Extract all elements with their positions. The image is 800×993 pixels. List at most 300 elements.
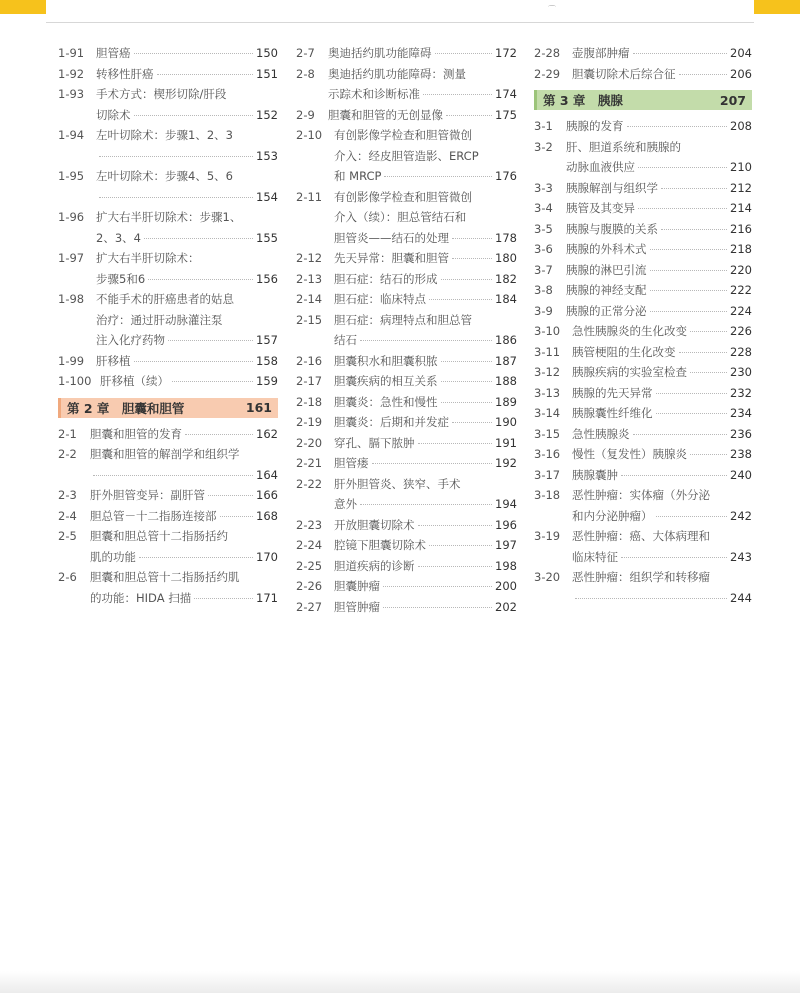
entry-title-text: 胰腺的淋巴引流 bbox=[566, 262, 647, 277]
dot-leader bbox=[638, 208, 727, 209]
dot-leader bbox=[446, 115, 492, 116]
toc-entry[interactable] bbox=[296, 269, 517, 290]
entry-line bbox=[566, 301, 752, 322]
entry-line bbox=[334, 556, 517, 577]
page-number: 170 bbox=[256, 549, 278, 564]
entry-number: 3-2 bbox=[534, 139, 553, 154]
entry-line bbox=[334, 330, 517, 351]
page-number: 166 bbox=[256, 488, 278, 502]
toc-entry[interactable] bbox=[534, 342, 752, 363]
entry-title-text: 急性胰腺炎的生化改变 bbox=[572, 324, 687, 338]
entry-line bbox=[334, 371, 517, 392]
corner-tab-left bbox=[0, 0, 46, 14]
page-number: 192 bbox=[495, 456, 517, 470]
toc-entry[interactable] bbox=[534, 321, 752, 342]
entry-title-text: 的功能：HIDA 扫描 bbox=[90, 590, 192, 605]
dot-leader bbox=[441, 402, 493, 403]
entry-title-text: 奥迪括约肌功能障碍 bbox=[328, 46, 432, 60]
dot-leader bbox=[650, 249, 728, 250]
page-number: 186 bbox=[495, 333, 517, 347]
entry-line bbox=[96, 330, 278, 351]
entry-number: 1-95 bbox=[58, 169, 85, 183]
dot-leader bbox=[99, 197, 253, 198]
entry-line bbox=[96, 43, 278, 64]
entry-line bbox=[572, 403, 752, 424]
entry-number: 2-17 bbox=[296, 374, 323, 388]
toc-entry[interactable] bbox=[296, 535, 517, 556]
page-number: 224 bbox=[730, 303, 752, 318]
toc-entry[interactable] bbox=[534, 198, 752, 219]
toc-entry[interactable] bbox=[296, 392, 517, 413]
toc-entry[interactable] bbox=[534, 403, 752, 424]
entry-line bbox=[566, 137, 752, 158]
entry-line bbox=[334, 412, 517, 433]
toc-entry[interactable] bbox=[534, 137, 752, 178]
entry-title-text: 切除术 bbox=[96, 107, 131, 122]
entry-title-text: 胆囊和胆管的解剖学和组织学 bbox=[90, 447, 240, 461]
entry-number: 2-18 bbox=[296, 394, 323, 409]
entry-title-text: 胰腺的正常分泌 bbox=[566, 303, 647, 318]
entry-line bbox=[572, 321, 752, 342]
page-number: 242 bbox=[730, 508, 752, 523]
entry-number: 3-4 bbox=[534, 201, 553, 215]
dot-leader bbox=[656, 393, 728, 394]
page-number: 202 bbox=[495, 599, 517, 614]
toc-entry[interactable] bbox=[534, 64, 752, 85]
page-number: 154 bbox=[256, 189, 278, 204]
dot-leader bbox=[157, 74, 254, 75]
entry-title-text: 扩大右半肝切除术：步骤1、 bbox=[96, 210, 242, 224]
entry-title-text: 肝外胆管变异：副肝管 bbox=[90, 488, 205, 502]
dot-leader bbox=[383, 586, 492, 587]
page-number: 152 bbox=[256, 107, 278, 122]
toc-entry[interactable] bbox=[58, 64, 278, 85]
entry-number: 3-11 bbox=[534, 344, 561, 359]
toc-entry[interactable] bbox=[296, 187, 517, 249]
entry-title-text: 胆囊和胆管的发育 bbox=[90, 426, 182, 441]
page-number: 189 bbox=[495, 394, 517, 409]
dot-leader bbox=[429, 299, 492, 300]
entry-line bbox=[90, 567, 278, 588]
dot-leader bbox=[452, 258, 492, 259]
entry-line bbox=[96, 310, 278, 331]
entry-title-text: 胰腺疾病的实验室检查 bbox=[572, 365, 687, 379]
toc-column-2 bbox=[296, 43, 517, 617]
entry-number: 3-10 bbox=[534, 324, 561, 338]
toc-entry[interactable] bbox=[534, 43, 752, 64]
toc-entry[interactable] bbox=[534, 485, 752, 526]
dot-leader bbox=[650, 290, 728, 291]
entry-line bbox=[328, 43, 517, 64]
dot-leader bbox=[185, 434, 253, 435]
toc-entry[interactable] bbox=[58, 485, 278, 506]
entry-line bbox=[334, 228, 517, 249]
page-number: 206 bbox=[730, 66, 752, 81]
entry-title-text: 壶腹部肿瘤 bbox=[572, 46, 630, 60]
toc-entry[interactable] bbox=[58, 207, 278, 248]
dot-leader bbox=[690, 331, 727, 332]
page-number: 162 bbox=[256, 426, 278, 441]
entry-number: 3-19 bbox=[534, 529, 561, 543]
page-number: 210 bbox=[730, 160, 752, 174]
entry-title-text: 介入：经皮胆管造影、ERCP bbox=[334, 148, 479, 163]
page-number: 243 bbox=[730, 549, 752, 564]
entry-line bbox=[96, 351, 278, 372]
page-number: 244 bbox=[730, 590, 752, 605]
page-bottom-shadow bbox=[0, 971, 800, 993]
entry-line bbox=[334, 269, 517, 290]
entry-title-text: 奥迪括约肌功能障碍：测量 bbox=[328, 66, 466, 81]
toc-entry[interactable] bbox=[296, 453, 517, 474]
entry-number: 2-7 bbox=[296, 46, 315, 60]
entry-title-text: 胆囊疾病的相互关系 bbox=[334, 374, 438, 388]
entry-title-text: 胆总管－十二指肠连接部 bbox=[90, 508, 217, 523]
page-number: 197 bbox=[495, 538, 517, 552]
entry-title-text: 意外 bbox=[334, 497, 357, 511]
entry-line bbox=[328, 105, 517, 126]
entry-line bbox=[334, 474, 517, 495]
page-number: 234 bbox=[730, 406, 752, 420]
toc-entry[interactable] bbox=[296, 43, 517, 64]
entry-line bbox=[334, 310, 517, 331]
page-number: 182 bbox=[495, 271, 517, 286]
entry-line bbox=[328, 84, 517, 105]
chapter-title: 第 2 章 胆囊和胆管 bbox=[67, 400, 185, 416]
entry-title-text: 胰腺的神经支配 bbox=[566, 283, 647, 297]
entry-line bbox=[96, 289, 278, 310]
page-number: 171 bbox=[256, 590, 278, 605]
entry-title-text: 慢性（复发性）胰腺炎 bbox=[572, 447, 687, 461]
toc-entry[interactable] bbox=[58, 424, 278, 445]
entry-line bbox=[96, 125, 278, 146]
dot-leader bbox=[418, 443, 493, 444]
entry-title-text: 胆囊和胆管的无创显像 bbox=[328, 107, 443, 122]
toc-entry[interactable] bbox=[58, 526, 278, 567]
entry-line bbox=[572, 64, 752, 85]
toc-entry[interactable] bbox=[296, 371, 517, 392]
page-number: 208 bbox=[730, 119, 752, 133]
entry-number: 1-96 bbox=[58, 210, 85, 224]
toc-entry[interactable] bbox=[534, 178, 752, 199]
page-number: 232 bbox=[730, 385, 752, 400]
entry-line bbox=[334, 166, 517, 187]
dot-leader bbox=[656, 413, 728, 414]
page-number: 220 bbox=[730, 262, 752, 277]
entry-title-text: 腔镜下胆囊切除术 bbox=[334, 538, 426, 552]
page-number: 180 bbox=[495, 251, 517, 265]
entry-number: 1-91 bbox=[58, 46, 85, 60]
dot-leader bbox=[134, 115, 254, 116]
entry-number: 2-22 bbox=[296, 476, 323, 491]
page-number: 218 bbox=[730, 242, 752, 256]
entry-title-text: 胆管肿瘤 bbox=[334, 599, 380, 614]
toc-entry[interactable] bbox=[534, 526, 752, 567]
page-number: 157 bbox=[256, 333, 278, 347]
entry-number: 1-92 bbox=[58, 66, 85, 81]
entry-title-text: 扩大右半肝切除术： bbox=[96, 251, 200, 265]
entry-line bbox=[90, 526, 278, 547]
entry-number: 2-4 bbox=[58, 508, 77, 523]
entry-title-text: 结石 bbox=[334, 333, 357, 347]
entry-line bbox=[90, 547, 278, 568]
entry-line bbox=[96, 248, 278, 269]
entry-title-text: 胆囊切除术后综合征 bbox=[572, 66, 676, 81]
entry-number: 2-24 bbox=[296, 538, 323, 552]
page-number: 230 bbox=[730, 365, 752, 379]
entry-title-text: 胆管癌 bbox=[96, 46, 131, 60]
entry-title-text: 胆石症：病理特点和胆总管 bbox=[334, 312, 472, 327]
entry-number: 2-5 bbox=[58, 529, 77, 543]
entry-number: 2-2 bbox=[58, 447, 77, 461]
entry-line bbox=[96, 146, 278, 167]
page-number: 226 bbox=[730, 324, 752, 338]
page-number: 159 bbox=[256, 374, 278, 388]
dot-leader bbox=[168, 340, 253, 341]
toc-entry[interactable] bbox=[296, 125, 517, 187]
page-number: 194 bbox=[495, 497, 517, 511]
entry-line bbox=[572, 485, 752, 506]
toc-column-3 bbox=[534, 43, 752, 608]
toc-entry[interactable] bbox=[534, 362, 752, 383]
dot-leader bbox=[452, 238, 492, 239]
toc-entry[interactable] bbox=[534, 465, 752, 486]
toc-entry[interactable] bbox=[296, 105, 517, 126]
toc-entry[interactable] bbox=[534, 383, 752, 404]
entry-line bbox=[572, 43, 752, 64]
page-number: 155 bbox=[256, 230, 278, 245]
entry-title-text: 手术方式：楔形切除/肝段 bbox=[96, 87, 227, 101]
toc-entry[interactable] bbox=[534, 239, 752, 260]
page-number: 164 bbox=[256, 467, 278, 482]
entry-line bbox=[96, 269, 278, 290]
page-number: 187 bbox=[495, 353, 517, 368]
entry-line bbox=[90, 465, 278, 486]
toc-entry[interactable] bbox=[296, 474, 517, 515]
entry-line bbox=[334, 207, 517, 228]
dot-leader bbox=[139, 557, 253, 558]
dot-leader bbox=[452, 422, 492, 423]
toc-entry[interactable] bbox=[58, 166, 278, 207]
toc-entry[interactable] bbox=[58, 506, 278, 527]
entry-line bbox=[334, 187, 517, 208]
dot-leader bbox=[134, 53, 254, 54]
page-number: 240 bbox=[730, 467, 752, 482]
dot-leader bbox=[621, 475, 727, 476]
entry-line bbox=[566, 116, 752, 137]
toc-entry[interactable] bbox=[534, 301, 752, 322]
entry-line bbox=[572, 567, 752, 588]
dot-leader bbox=[418, 566, 493, 567]
dot-leader bbox=[220, 516, 254, 517]
entry-number: 3-1 bbox=[534, 119, 553, 133]
entry-title-text: 和 MRCP bbox=[334, 169, 382, 183]
entry-title-text: 胆囊炎：急性和慢性 bbox=[334, 394, 438, 409]
dot-leader bbox=[621, 557, 727, 558]
dot-leader bbox=[423, 94, 492, 95]
dot-leader bbox=[435, 53, 493, 54]
entry-number: 2-3 bbox=[58, 488, 77, 502]
page-number: 158 bbox=[256, 353, 278, 368]
entry-title-text: 治疗：通过肝动脉灌注泵 bbox=[96, 312, 223, 327]
entry-number: 2-26 bbox=[296, 579, 323, 593]
entry-number: 3-5 bbox=[534, 221, 553, 236]
entry-line bbox=[572, 526, 752, 547]
entry-title-text: 穿孔、膈下脓肿 bbox=[334, 435, 415, 450]
chapter-title: 第 3 章 胰腺 bbox=[543, 93, 623, 108]
dot-leader bbox=[575, 598, 727, 599]
toc-entry[interactable] bbox=[296, 597, 517, 618]
toc-entry[interactable] bbox=[58, 371, 278, 392]
dot-leader bbox=[441, 381, 493, 382]
page-number: 153 bbox=[256, 148, 278, 163]
entry-line bbox=[96, 207, 278, 228]
entry-number: 1-98 bbox=[58, 292, 85, 306]
chapter-page: 161 bbox=[245, 400, 272, 415]
toc-entry[interactable] bbox=[296, 248, 517, 269]
entry-number: 2-15 bbox=[296, 312, 323, 327]
entry-title-text: 临床特征 bbox=[572, 549, 618, 564]
toc-entry[interactable] bbox=[296, 556, 517, 577]
toc-entry[interactable] bbox=[296, 289, 517, 310]
toc-entry[interactable] bbox=[296, 576, 517, 597]
entry-title-text: 转移性肝癌 bbox=[96, 66, 154, 81]
entry-title-text: 肌的功能 bbox=[90, 549, 136, 564]
entry-title-text: 胰管梗阻的生化改变 bbox=[572, 344, 676, 359]
entry-title-text: 开放胆囊切除术 bbox=[334, 517, 415, 532]
dot-leader bbox=[172, 381, 253, 382]
toc-entry[interactable] bbox=[296, 412, 517, 433]
entry-title-text: 有创影像学检查和胆管微创 bbox=[334, 128, 472, 142]
toc-entry[interactable] bbox=[296, 64, 517, 105]
page-number: 236 bbox=[730, 426, 752, 441]
page-number: 238 bbox=[730, 447, 752, 461]
toc-entry[interactable] bbox=[534, 219, 752, 240]
dot-leader bbox=[690, 372, 727, 373]
toc-entry[interactable] bbox=[58, 351, 278, 372]
page-number: 175 bbox=[495, 107, 517, 122]
toc-entry[interactable] bbox=[296, 433, 517, 454]
entry-number: 3-15 bbox=[534, 426, 561, 441]
entry-line bbox=[334, 146, 517, 167]
dot-leader bbox=[650, 311, 728, 312]
entry-number: 1-99 bbox=[58, 353, 85, 368]
page-number: 184 bbox=[495, 292, 517, 306]
chapter-heading[interactable] bbox=[534, 90, 752, 110]
entry-line bbox=[90, 444, 278, 465]
entry-line bbox=[90, 506, 278, 527]
entry-title-text: 动脉血液供应 bbox=[566, 160, 635, 174]
toc-entry[interactable] bbox=[58, 248, 278, 289]
entry-line bbox=[96, 64, 278, 85]
entry-number: 1-94 bbox=[58, 128, 85, 142]
entry-line bbox=[566, 157, 752, 178]
dot-leader bbox=[661, 229, 727, 230]
toc-entry[interactable] bbox=[58, 289, 278, 351]
entry-number: 3-20 bbox=[534, 570, 561, 584]
entry-number: 2-10 bbox=[296, 128, 323, 142]
toc-entry[interactable] bbox=[534, 567, 752, 608]
toc-entry[interactable] bbox=[296, 310, 517, 351]
entry-line bbox=[566, 260, 752, 281]
entry-line bbox=[566, 239, 752, 260]
toc-entry[interactable] bbox=[534, 260, 752, 281]
toc-entry[interactable] bbox=[58, 43, 278, 64]
entry-number: 3-16 bbox=[534, 447, 561, 461]
toc-entry[interactable] bbox=[534, 444, 752, 465]
entry-title-text: 肝移植 bbox=[96, 353, 131, 368]
entry-title-text: 有创影像学检查和胆管微创 bbox=[334, 189, 472, 204]
dot-leader bbox=[383, 607, 492, 608]
toc-entry[interactable] bbox=[534, 424, 752, 445]
entry-title-text: 先天异常：胆囊和胆管 bbox=[334, 251, 449, 265]
entry-title-text: 恶性肿瘤：实体瘤（外分泌 bbox=[572, 488, 710, 502]
toc-entry[interactable] bbox=[534, 116, 752, 137]
entry-line bbox=[334, 597, 517, 618]
entry-number: 2-8 bbox=[296, 66, 315, 81]
entry-line bbox=[334, 392, 517, 413]
entry-line bbox=[572, 547, 752, 568]
entry-number: 2-9 bbox=[296, 107, 315, 122]
page-number: 176 bbox=[495, 169, 517, 183]
entry-title-text: 急性胰腺炎 bbox=[572, 426, 630, 441]
entry-number: 2-20 bbox=[296, 435, 323, 450]
dot-leader bbox=[638, 167, 727, 168]
entry-line bbox=[96, 228, 278, 249]
entry-number: 3-6 bbox=[534, 242, 553, 256]
toc-entry[interactable] bbox=[296, 351, 517, 372]
page-number: 216 bbox=[730, 221, 752, 236]
page-number: 178 bbox=[495, 230, 517, 245]
page-number: 191 bbox=[495, 435, 517, 450]
entry-line bbox=[572, 444, 752, 465]
toc-entry[interactable] bbox=[58, 567, 278, 608]
entry-line bbox=[566, 219, 752, 240]
dot-leader bbox=[429, 545, 492, 546]
dot-leader bbox=[134, 361, 254, 362]
entry-title-text: 2、3、4 bbox=[96, 230, 141, 245]
entry-title-text: 左叶切除术：步骤1、2、3 bbox=[96, 128, 233, 142]
entry-number: 2-25 bbox=[296, 558, 323, 573]
entry-number: 2-12 bbox=[296, 251, 323, 265]
toc-entry[interactable] bbox=[534, 280, 752, 301]
toc-entry[interactable] bbox=[296, 515, 517, 536]
dot-leader bbox=[633, 53, 728, 54]
page-number: 196 bbox=[495, 517, 517, 532]
entry-number: 3-14 bbox=[534, 406, 561, 420]
chapter-heading[interactable] bbox=[58, 398, 278, 418]
entry-title-text: 胰腺的先天异常 bbox=[572, 385, 653, 400]
chapter-page: 207 bbox=[719, 92, 746, 108]
dot-leader bbox=[99, 156, 253, 157]
entry-title-text: 和内分泌肿瘤） bbox=[572, 508, 653, 523]
page-number: 156 bbox=[256, 271, 278, 286]
entry-line bbox=[96, 166, 278, 187]
entry-title-text: 胆管炎——结石的处理 bbox=[334, 230, 449, 245]
dot-leader bbox=[690, 454, 727, 455]
page-number: 150 bbox=[256, 46, 278, 60]
entry-line bbox=[572, 588, 752, 609]
page-number: 174 bbox=[495, 87, 517, 101]
toc-entry[interactable] bbox=[58, 84, 278, 125]
entry-number: 2-16 bbox=[296, 353, 323, 368]
page-number: 222 bbox=[730, 283, 752, 297]
entry-line bbox=[334, 289, 517, 310]
entry-title-text: 注入化疗药物 bbox=[96, 333, 165, 347]
toc-entry[interactable] bbox=[58, 444, 278, 485]
toc-entry[interactable] bbox=[58, 125, 278, 166]
entry-line bbox=[90, 485, 278, 506]
entry-number: 3-17 bbox=[534, 467, 561, 482]
